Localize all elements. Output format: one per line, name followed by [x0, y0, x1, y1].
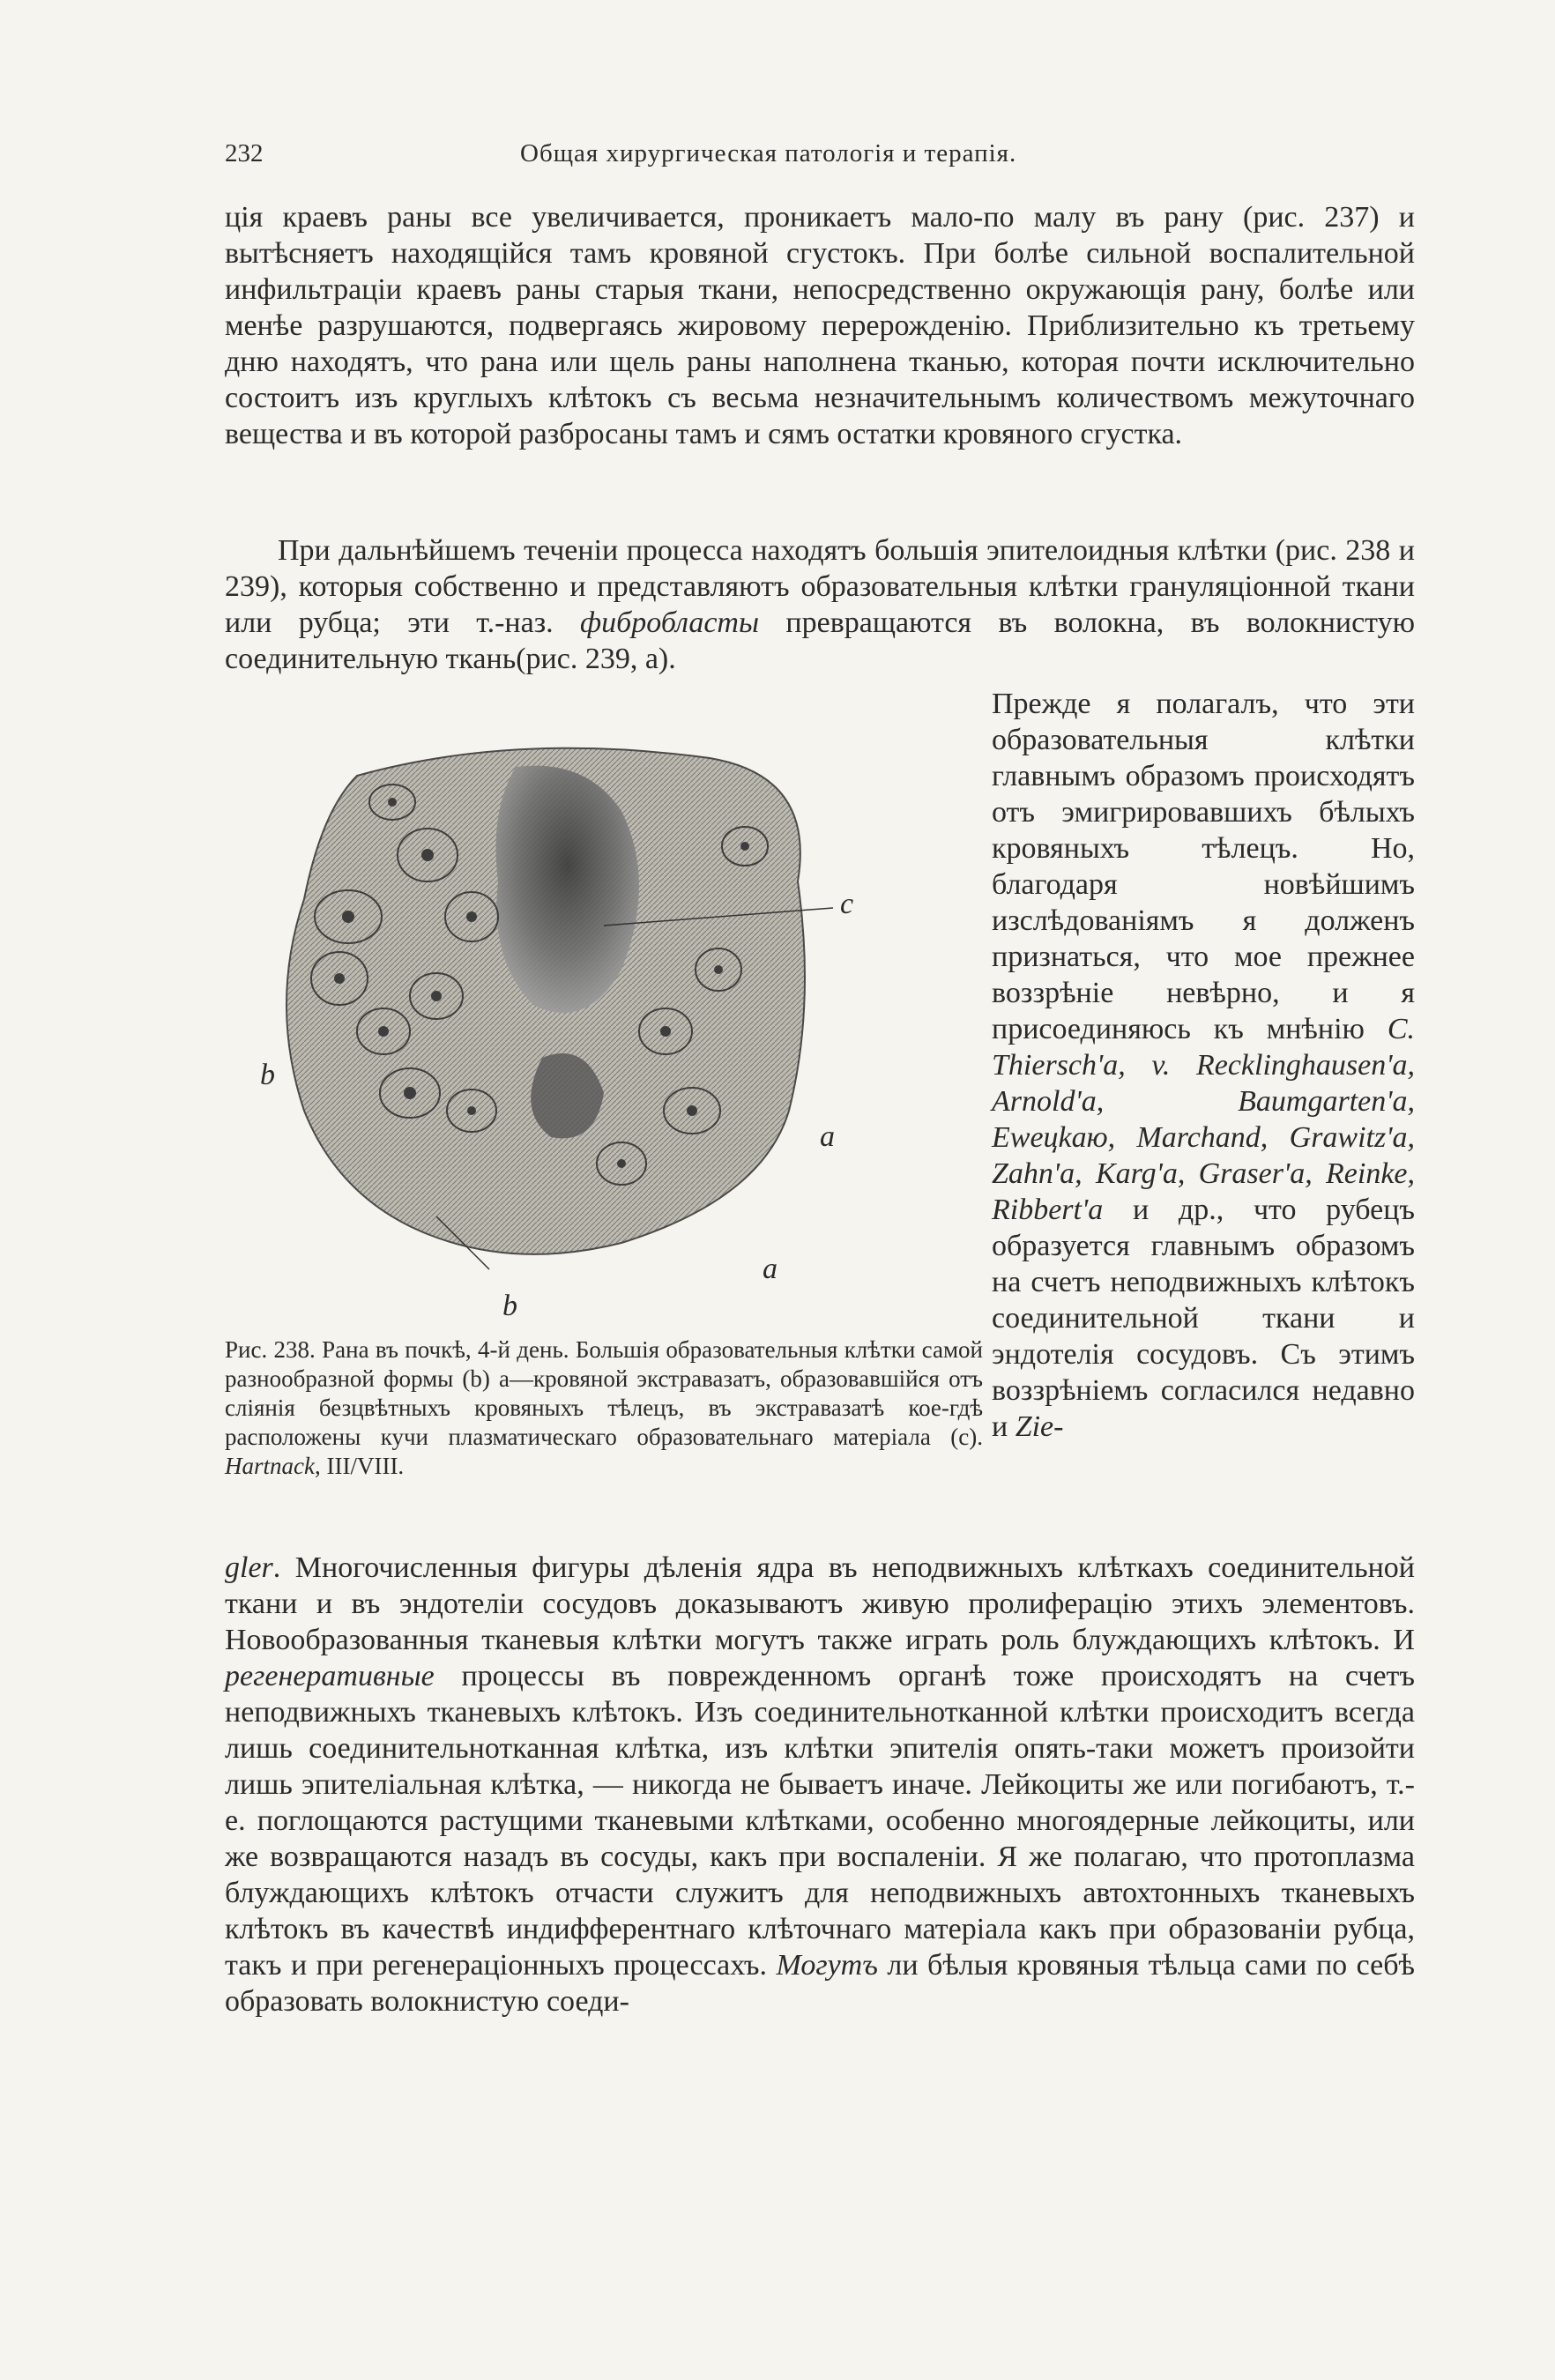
side-text-1: Прежде я полагалъ, что эти образовательныя клѣтки главнымъ образомъ происходятъ отъ эмигрировавшихъ бѣлыхъ кровяныхъ тѣлецъ. Но, благодаря новѣйшимъ изслѣдованіямъ я долженъ признаться, что мое прежнее воззрѣніе невѣрно, и я присоединяюсь къ мнѣнію	[992, 688, 1415, 1045]
paragraph-3-lead: gler	[225, 1551, 273, 1584]
page-header	[225, 139, 1415, 175]
paragraph-3-text-3: ли бѣлыя кровяныя тѣльца сами по себѣ образовать волокнистую соеди-	[225, 1949, 1416, 2018]
paragraph-3-text-2: процессы въ поврежденномъ органѣ тоже происходятъ на счетъ неподвижныхъ тканевыхъ клѣтокъ. Изъ соединительнотканной клѣтки происходитъ всегда лишь соединительнотканная клѣтка, изъ клѣтки эпителія опять-таки можетъ произойти лишь эпителіальная клѣтка, — никогда не бываетъ иначе. Лейкоциты же или погибаютъ, т.-е. поглощаются растущими тканевыми клѣтками, особенно многоядерные лейкоциты, или же возвращаются назадъ въ сосуды, какъ при воспаленіи. Я же полагаю, что протоплазма блуждающихъ клѣтокъ отчасти служитъ для неподвижныхъ автохтонныхъ тканевыхъ клѣтокъ въ качествѣ индифферентнаго клѣточнаго матеріала какъ при образованіи рубца, такъ и при регенераціонныхъ процессахъ.	[225, 1660, 1415, 1982]
paragraph-3-text-1: . Многочисленныя фигуры дѣленія ядра въ неподвижныхъ клѣткахъ соединительной ткани и въ эндотеліи сосудовъ доказываютъ живую пролиферацію этихъ элементовъ. Новообразованныя тканевыя клѣтки могутъ также играть роль блуждающихъ клѣтокъ. И	[225, 1551, 1415, 1656]
figure-label-b-bottom: b	[502, 1290, 517, 1322]
paragraph-2-text-b: превращаются въ волокна, въ волокнистую соединительную ткань(рис. 239, а).	[225, 606, 1415, 675]
figure-238-engraving	[251, 740, 965, 1322]
paragraph-1: ція краевъ раны все увеличивается, проникаетъ мало-по малу въ рану (рис. 237) и вытѣсняетъ находящійся тамъ кровяной сгустокъ. При болѣе сильной воспалительной инфильтраціи краевъ раны старыя ткани, непосредственно окружающія рану, болѣе или менѣе разрушаются, подвергаясь жировому перерожденію. Приблизительно къ третьему дню находятъ, что рана или щель раны наполнена тканью, которая почти исключительно состоитъ изъ круглыхъ клѣтокъ съ весьма незначительнымъ количествомъ межуточнаго вещества и въ которой разбросаны тамъ и сямъ остатки кровяного сгустка.	[225, 201, 1415, 450]
paragraph-2	[225, 532, 1415, 677]
paragraph-2-emphasis: фибробласты	[580, 606, 760, 639]
figure-label-a-right: a	[820, 1120, 835, 1153]
figure-label-b-left: b	[260, 1059, 275, 1091]
figure-caption	[225, 1335, 983, 1481]
page-number: 232	[225, 139, 264, 167]
paragraph-3	[225, 1550, 1415, 2019]
side-text-2: и др., что рубецъ образуется главнымъ образомъ на счетъ неподвижныхъ клѣтокъ соединительной ткани и эндотелія сосудовъ. Съ этимъ воззрѣніемъ согласился недавно и	[992, 1194, 1415, 1443]
caption-text: Рис. 238. Рана въ почкѣ, 4-й день. Большія образовательныя клѣтки самой разнообразной формы (b) а—кровяной экстравазатъ, образовавшійся отъ сліянія безцвѣтныхъ кровяныхъ тѣлецъ, въ экстравазатѣ кое-гдѣ расположены кучи плазматическаго образовательнаго матеріала (c).	[225, 1336, 983, 1450]
paragraph-2-text-a: При дальнѣйшемъ теченіи процесса находятъ большія эпителоидныя клѣтки (рис. 238 и 239), которыя собственно и представляютъ образовательныя клѣтки грануляціонной ткани или рубца; эти т.-наз.	[225, 534, 1415, 639]
paragraph-3-emphasis-2: Могутъ	[776, 1949, 878, 1982]
figure-label-c: c	[840, 888, 854, 920]
figure-label-a-bottom: a	[763, 1253, 778, 1285]
running-title: Общая хирургическая патологія и терапія.	[520, 139, 1017, 167]
paragraph-3-emphasis-1: регенеративные	[225, 1660, 435, 1692]
side-name-split: Zie-	[1015, 1410, 1064, 1443]
side-authors: C. Thiersch'а, v. Recklinghausen'а, Arnold'а, Baumgarten'а, Ewецkaю, Marchand, Grawitz'а, Zahn'а, Karg'а, Graser'а, Reinke, Ribbert'а	[992, 1013, 1415, 1226]
caption-tail: , III/VIII.	[314, 1453, 405, 1479]
side-column-text	[992, 686, 1415, 1445]
caption-author: Hartnack	[225, 1453, 315, 1479]
